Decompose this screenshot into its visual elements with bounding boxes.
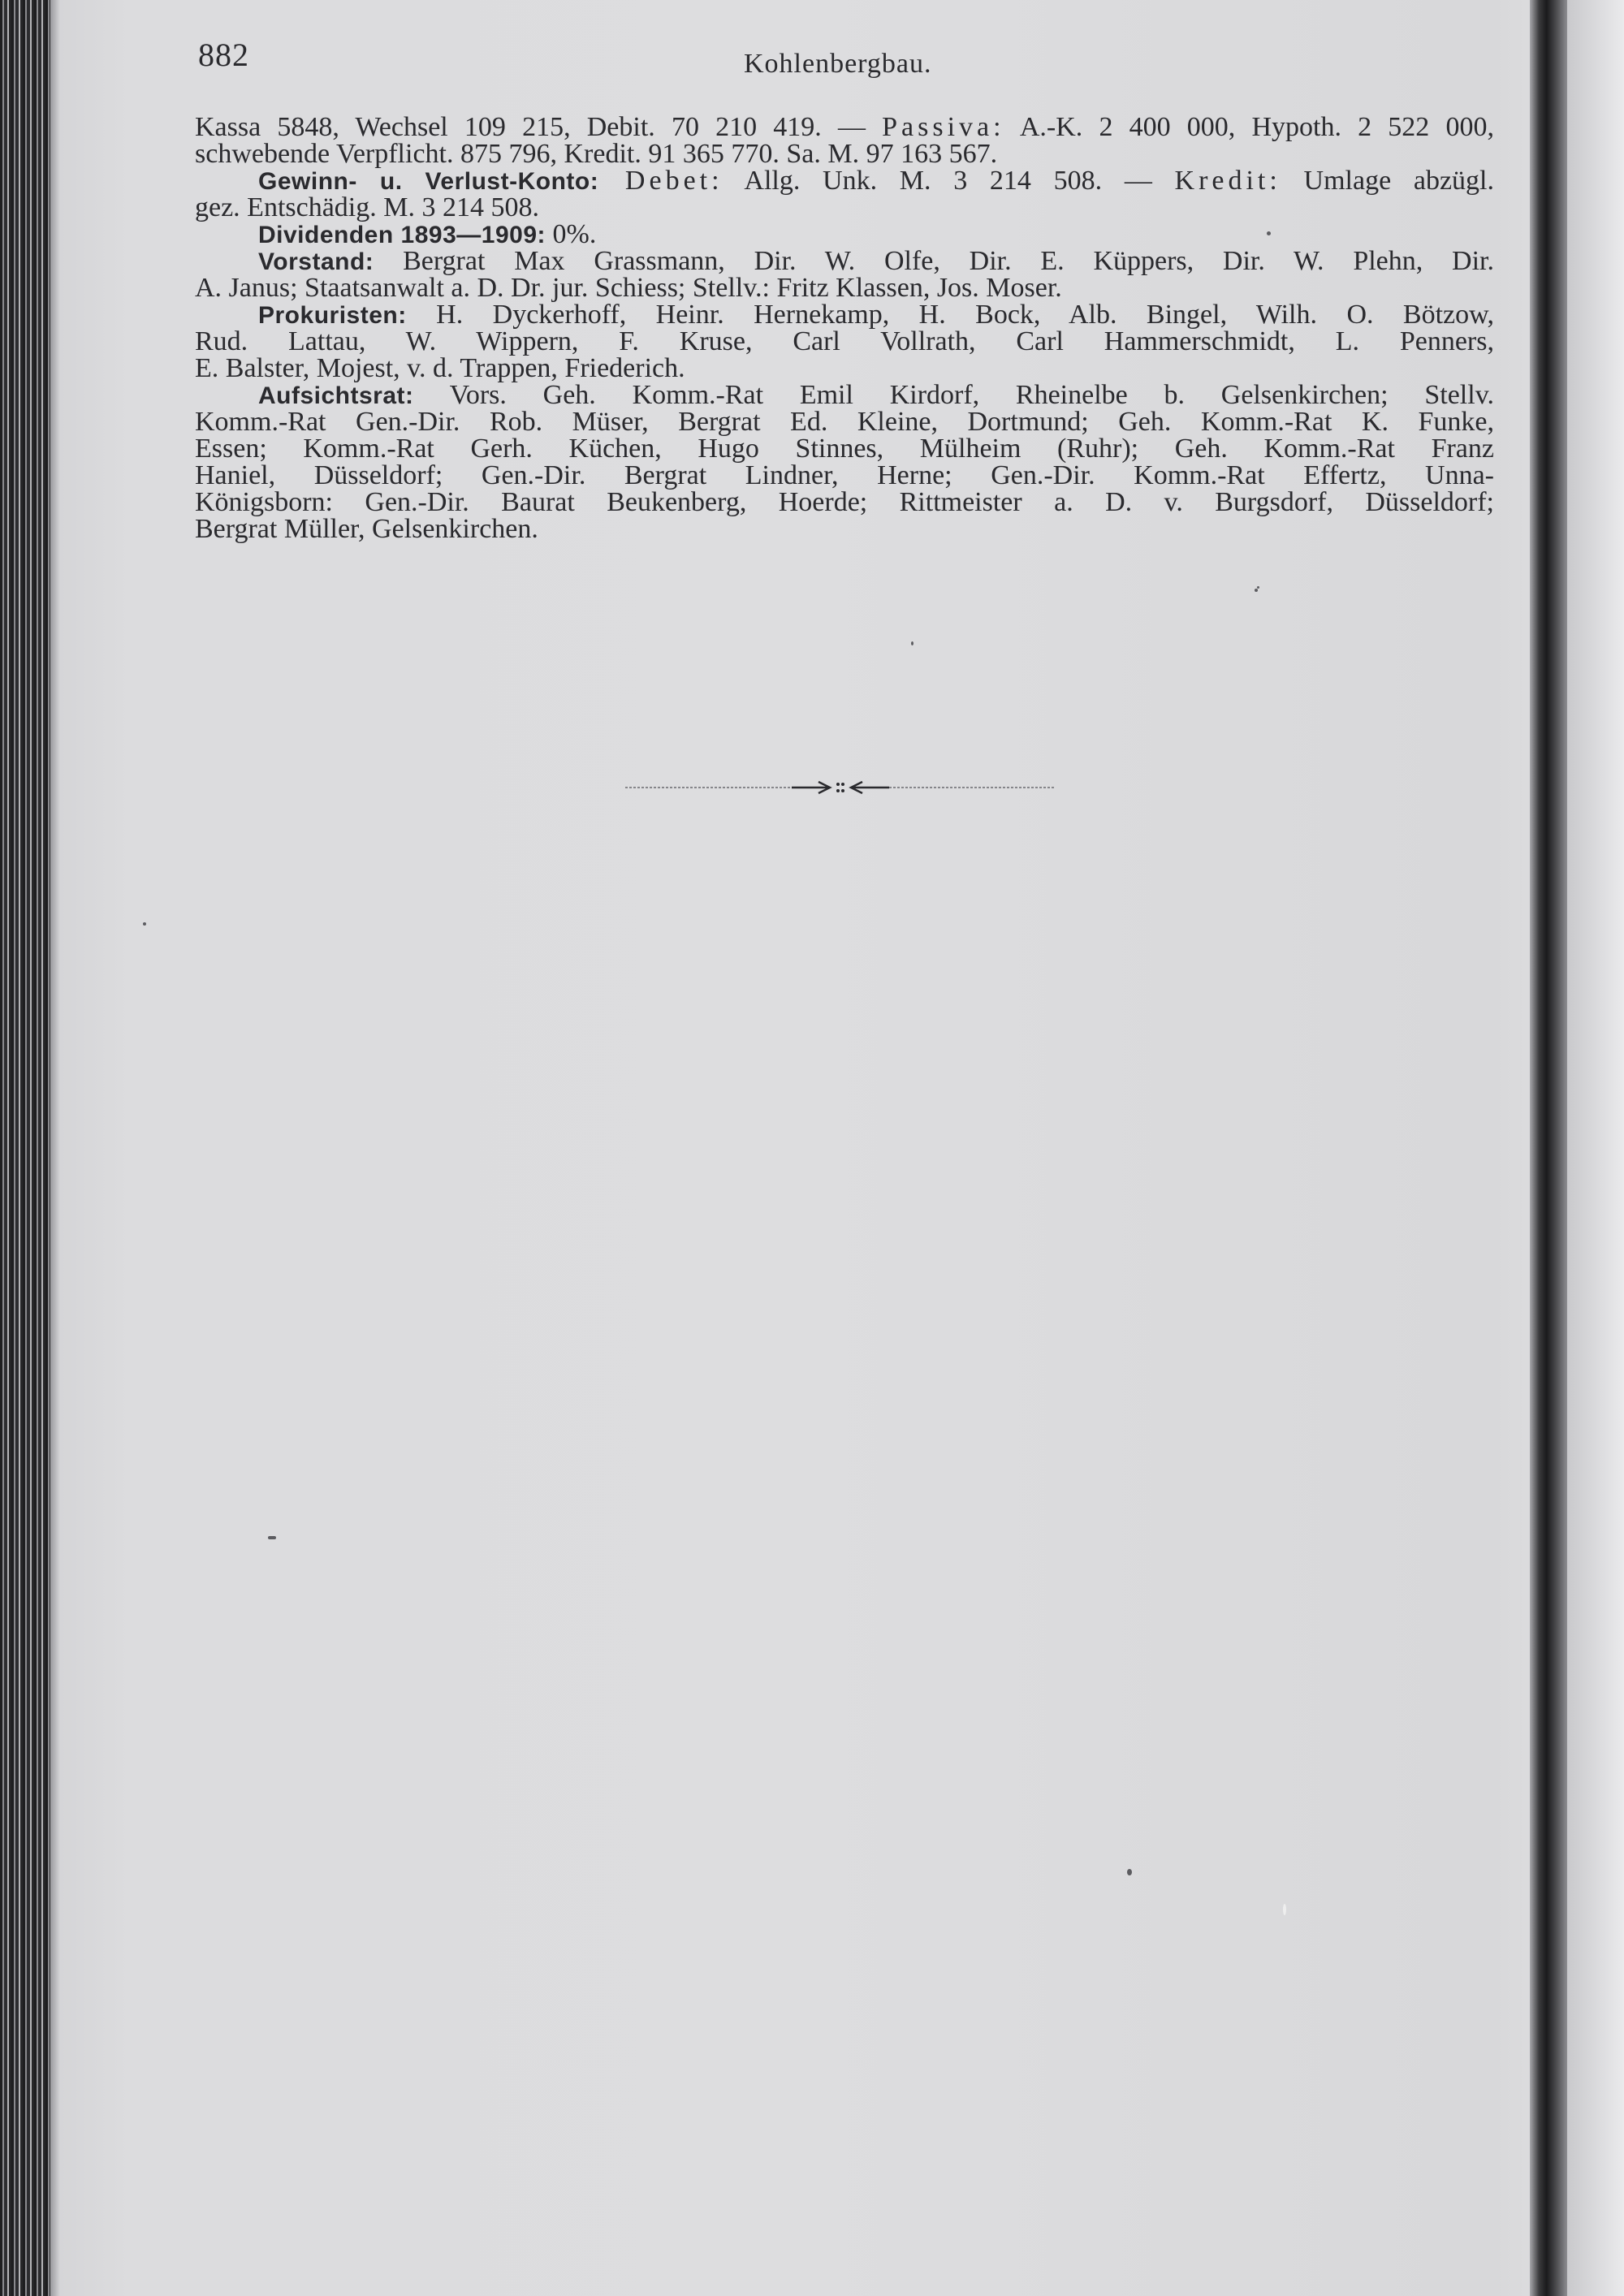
supervisory-board-text: Vors. Geh. Komm.-Rat Emil Kirdorf, Rheinelbe b. Gelsenkirchen; Stellv. [413,380,1494,410]
text-line: Essen; Komm.-Rat Gerh. Küchen, Hugo Stinnes, Mülheim (Ruhr); Geh. Komm.-Rat Franz [195,434,1494,464]
passiva-label: Passiva: [882,112,1005,142]
text-line [195,382,1494,408]
prokuristen-text: H. Dyckerhoff, Heinr. Hernekamp, H. Bock, Alb. Bingel, Wilh. O. Bötzow, [406,300,1494,330]
text-line: Haniel, Düsseldorf; Gen.-Dir. Bergrat Lindner, Herne; Gen.-Dir. Komm.-Rat Effertz, Unna- [195,460,1494,490]
section-heading-prokuristen: Prokuristen: [258,302,407,329]
text-line: A. Janus; Staatsanwalt a. D. Dr. jur. Schiess; Stellv.: Fritz Klassen, Jos. Moser. [195,273,1062,303]
board-text: Bergrat Max Grassmann, Dir. W. Olfe, Dir. E. Küppers, Dir. W. Plehn, Dir. [374,246,1494,276]
page-number: 882 [198,37,249,73]
text-line: E. Balster, Mojest, v. d. Trappen, Friederich. [195,353,685,383]
text-line [195,301,1494,328]
text-line: Königsborn: Gen.-Dir. Baurat Beukenberg, Hoerde; Rittmeister a. D. v. Burgsdorf, Düsseldorf; [195,487,1494,517]
dividend-value: 0%. [546,219,597,249]
balance-text: Kassa 5848, Wechsel 109 215, Debit. 70 210 419. — [195,112,883,142]
kredit-label: Kredit: [1174,166,1281,196]
text-line [195,167,1494,194]
text-line [195,114,1494,140]
section-heading-aufsichtsrat: Aufsichtsrat: [258,382,414,409]
company-entry-text [195,114,1494,542]
text-line: Komm.-Rat Gen.-Dir. Rob. Müser, Bergrat Ed. Kleine, Dortmund; Geh. Komm.-Rat K. Funke, [195,407,1494,437]
text-line [195,221,1494,248]
section-end-ornament [625,775,1056,800]
section-heading-gewinn-verlust: Gewinn- u. Verlust-Konto: [258,168,599,195]
account-text: Umlage abzügl. [1281,166,1494,196]
text-line: schwebende Verpflicht. 875 796, Kredit. 91 365 770. Sa. M. 97 163 567. [195,139,998,169]
section-heading-vorstand: Vorstand: [258,248,374,275]
account-text: Allg. Unk. M. 3 214 508. — [723,166,1175,196]
text-line: Bergrat Müller, Gelsenkirchen. [195,514,538,544]
section-heading-dividenden: Dividenden 1893—1909: [258,222,546,248]
debet-label: Debet: [598,166,723,196]
text-line: Rud. Lattau, W. Wippern, F. Kruse, Carl Vollrath, Carl Hammerschmidt, L. Penners, [195,326,1494,356]
running-head: Kohlenbergbau. [744,49,932,79]
text-line [195,248,1494,274]
balance-text: A.-K. 2 400 000, Hypoth. 2 522 000, [1004,112,1494,142]
text-line: gez. Entschädig. M. 3 214 508. [195,192,539,222]
